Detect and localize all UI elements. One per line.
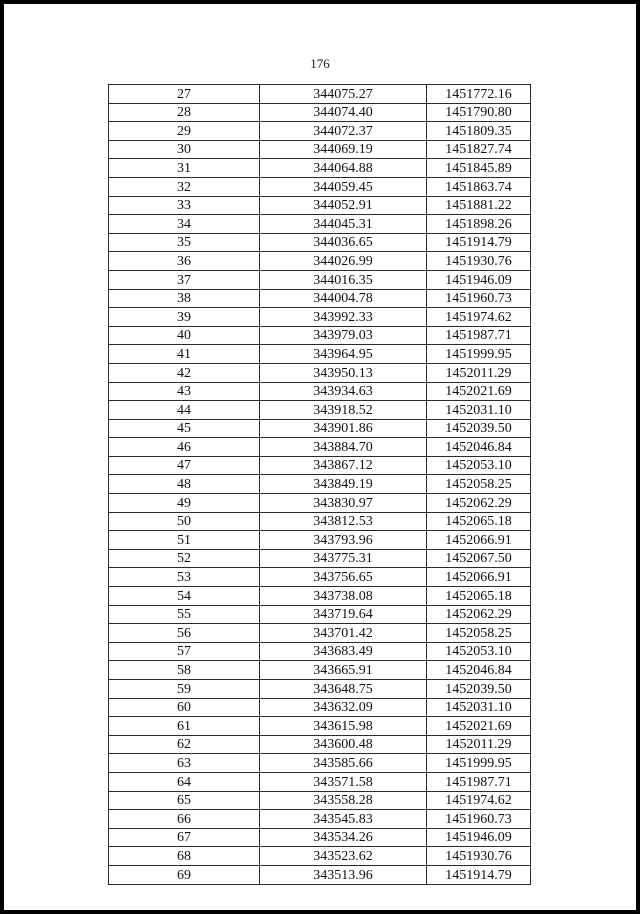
coordinates-table <box>108 84 531 885</box>
point-number-cell: 43 <box>109 382 260 401</box>
point-number-cell: 30 <box>109 140 260 159</box>
table-row <box>109 215 531 234</box>
point-number-cell: 47 <box>109 456 260 475</box>
coordinates-table-body <box>109 85 531 885</box>
table-row <box>109 512 531 531</box>
y-coordinate-cell: 1452053.10 <box>427 642 531 661</box>
point-number-cell: 40 <box>109 326 260 345</box>
point-number-cell: 37 <box>109 270 260 289</box>
x-coordinate-cell: 343756.65 <box>260 568 427 587</box>
x-coordinate-cell: 343793.96 <box>260 531 427 550</box>
x-coordinate-cell: 343558.28 <box>260 791 427 810</box>
y-coordinate-cell: 1451930.76 <box>427 252 531 271</box>
x-coordinate-cell: 344059.45 <box>260 177 427 196</box>
y-coordinate-cell: 1452039.50 <box>427 680 531 699</box>
point-number-cell: 45 <box>109 419 260 438</box>
y-coordinate-cell: 1451946.09 <box>427 828 531 847</box>
x-coordinate-cell: 343964.95 <box>260 345 427 364</box>
table-row <box>109 642 531 661</box>
y-coordinate-cell: 1451999.95 <box>427 345 531 364</box>
table-row <box>109 717 531 736</box>
point-number-cell: 63 <box>109 754 260 773</box>
point-number-cell: 54 <box>109 587 260 606</box>
x-coordinate-cell: 343571.58 <box>260 772 427 791</box>
point-number-cell: 39 <box>109 308 260 327</box>
x-coordinate-cell: 343665.91 <box>260 661 427 680</box>
y-coordinate-cell: 1452058.25 <box>427 475 531 494</box>
table-row <box>109 382 531 401</box>
table-row <box>109 865 531 884</box>
page-number: 176 <box>310 56 330 71</box>
y-coordinate-cell: 1451974.62 <box>427 791 531 810</box>
table-row <box>109 847 531 866</box>
point-number-cell: 66 <box>109 810 260 829</box>
x-coordinate-cell: 343585.66 <box>260 754 427 773</box>
y-coordinate-cell: 1452066.91 <box>427 531 531 550</box>
table-row <box>109 531 531 550</box>
y-coordinate-cell: 1452066.91 <box>427 568 531 587</box>
x-coordinate-cell: 343523.62 <box>260 847 427 866</box>
point-number-cell: 42 <box>109 363 260 382</box>
x-coordinate-cell: 343683.49 <box>260 642 427 661</box>
point-number-cell: 49 <box>109 494 260 513</box>
y-coordinate-cell: 1451987.71 <box>427 326 531 345</box>
x-coordinate-cell: 343632.09 <box>260 698 427 717</box>
point-number-cell: 56 <box>109 624 260 643</box>
x-coordinate-cell: 344075.27 <box>260 85 427 104</box>
x-coordinate-cell: 343992.33 <box>260 308 427 327</box>
x-coordinate-cell: 343648.75 <box>260 680 427 699</box>
table-row <box>109 605 531 624</box>
x-coordinate-cell: 343867.12 <box>260 456 427 475</box>
y-coordinate-cell: 1451914.79 <box>427 233 531 252</box>
point-number-cell: 51 <box>109 531 260 550</box>
x-coordinate-cell: 343719.64 <box>260 605 427 624</box>
point-number-cell: 38 <box>109 289 260 308</box>
y-coordinate-cell: 1452062.29 <box>427 605 531 624</box>
table-row <box>109 140 531 159</box>
y-coordinate-cell: 1452031.10 <box>427 698 531 717</box>
x-coordinate-cell: 344045.31 <box>260 215 427 234</box>
point-number-cell: 50 <box>109 512 260 531</box>
x-coordinate-cell: 344069.19 <box>260 140 427 159</box>
point-number-cell: 29 <box>109 122 260 141</box>
point-number-cell: 34 <box>109 215 260 234</box>
y-coordinate-cell: 1451863.74 <box>427 177 531 196</box>
point-number-cell: 52 <box>109 549 260 568</box>
y-coordinate-cell: 1451999.95 <box>427 754 531 773</box>
y-coordinate-cell: 1452046.84 <box>427 438 531 457</box>
table-row <box>109 735 531 754</box>
x-coordinate-cell: 343979.03 <box>260 326 427 345</box>
point-number-cell: 28 <box>109 103 260 122</box>
x-coordinate-cell: 344004.78 <box>260 289 427 308</box>
y-coordinate-cell: 1451809.35 <box>427 122 531 141</box>
x-coordinate-cell: 344072.37 <box>260 122 427 141</box>
point-number-cell: 60 <box>109 698 260 717</box>
point-number-cell: 31 <box>109 159 260 178</box>
y-coordinate-cell: 1452067.50 <box>427 549 531 568</box>
table-row <box>109 680 531 699</box>
point-number-cell: 35 <box>109 233 260 252</box>
y-coordinate-cell: 1451987.71 <box>427 772 531 791</box>
table-row <box>109 698 531 717</box>
y-coordinate-cell: 1452011.29 <box>427 735 531 754</box>
table-row <box>109 624 531 643</box>
table-row <box>109 159 531 178</box>
table-row <box>109 103 531 122</box>
x-coordinate-cell: 344064.88 <box>260 159 427 178</box>
y-coordinate-cell: 1451827.74 <box>427 140 531 159</box>
y-coordinate-cell: 1451974.62 <box>427 308 531 327</box>
x-coordinate-cell: 343934.63 <box>260 382 427 401</box>
y-coordinate-cell: 1451946.09 <box>427 270 531 289</box>
table-row <box>109 438 531 457</box>
point-number-cell: 67 <box>109 828 260 847</box>
table-row <box>109 587 531 606</box>
table-row <box>109 754 531 773</box>
point-number-cell: 65 <box>109 791 260 810</box>
x-coordinate-cell: 343513.96 <box>260 865 427 884</box>
point-number-cell: 46 <box>109 438 260 457</box>
point-number-cell: 62 <box>109 735 260 754</box>
y-coordinate-cell: 1451881.22 <box>427 196 531 215</box>
table-row <box>109 568 531 587</box>
x-coordinate-cell: 343849.19 <box>260 475 427 494</box>
x-coordinate-cell: 344052.91 <box>260 196 427 215</box>
table-row <box>109 810 531 829</box>
table-row <box>109 661 531 680</box>
table-row <box>109 177 531 196</box>
y-coordinate-cell: 1452065.18 <box>427 587 531 606</box>
y-coordinate-cell: 1452039.50 <box>427 419 531 438</box>
table-row <box>109 122 531 141</box>
point-number-cell: 41 <box>109 345 260 364</box>
point-number-cell: 69 <box>109 865 260 884</box>
y-coordinate-cell: 1451845.89 <box>427 159 531 178</box>
table-row <box>109 252 531 271</box>
table-row <box>109 419 531 438</box>
y-coordinate-cell: 1452021.69 <box>427 382 531 401</box>
table-row <box>109 289 531 308</box>
x-coordinate-cell: 343950.13 <box>260 363 427 382</box>
y-coordinate-cell: 1451772.16 <box>427 85 531 104</box>
table-row <box>109 828 531 847</box>
x-coordinate-cell: 343701.42 <box>260 624 427 643</box>
x-coordinate-cell: 344036.65 <box>260 233 427 252</box>
table-row <box>109 791 531 810</box>
point-number-cell: 44 <box>109 401 260 420</box>
point-number-cell: 57 <box>109 642 260 661</box>
table-row <box>109 772 531 791</box>
x-coordinate-cell: 343738.08 <box>260 587 427 606</box>
x-coordinate-cell: 343884.70 <box>260 438 427 457</box>
table-row <box>109 233 531 252</box>
y-coordinate-cell: 1452065.18 <box>427 512 531 531</box>
document-page <box>4 4 636 910</box>
x-coordinate-cell: 343830.97 <box>260 494 427 513</box>
table-row <box>109 475 531 494</box>
table-row <box>109 456 531 475</box>
x-coordinate-cell: 343545.83 <box>260 810 427 829</box>
x-coordinate-cell: 343600.48 <box>260 735 427 754</box>
table-row <box>109 549 531 568</box>
point-number-cell: 68 <box>109 847 260 866</box>
point-number-cell: 36 <box>109 252 260 271</box>
x-coordinate-cell: 344026.99 <box>260 252 427 271</box>
table-row <box>109 363 531 382</box>
point-number-cell: 58 <box>109 661 260 680</box>
y-coordinate-cell: 1452021.69 <box>427 717 531 736</box>
x-coordinate-cell: 343615.98 <box>260 717 427 736</box>
table-row <box>109 494 531 513</box>
point-number-cell: 59 <box>109 680 260 699</box>
point-number-cell: 61 <box>109 717 260 736</box>
x-coordinate-cell: 344074.40 <box>260 103 427 122</box>
y-coordinate-cell: 1451960.73 <box>427 289 531 308</box>
y-coordinate-cell: 1452011.29 <box>427 363 531 382</box>
y-coordinate-cell: 1452046.84 <box>427 661 531 680</box>
x-coordinate-cell: 344016.35 <box>260 270 427 289</box>
table-row <box>109 196 531 215</box>
x-coordinate-cell: 343918.52 <box>260 401 427 420</box>
point-number-cell: 27 <box>109 85 260 104</box>
point-number-cell: 53 <box>109 568 260 587</box>
y-coordinate-cell: 1451790.80 <box>427 103 531 122</box>
point-number-cell: 48 <box>109 475 260 494</box>
y-coordinate-cell: 1452062.29 <box>427 494 531 513</box>
table-row <box>109 326 531 345</box>
table-row <box>109 270 531 289</box>
table-row <box>109 401 531 420</box>
x-coordinate-cell: 343775.31 <box>260 549 427 568</box>
y-coordinate-cell: 1451960.73 <box>427 810 531 829</box>
table-row <box>109 308 531 327</box>
x-coordinate-cell: 343812.53 <box>260 512 427 531</box>
y-coordinate-cell: 1451898.26 <box>427 215 531 234</box>
table-row <box>109 85 531 104</box>
y-coordinate-cell: 1452058.25 <box>427 624 531 643</box>
point-number-cell: 33 <box>109 196 260 215</box>
y-coordinate-cell: 1452053.10 <box>427 456 531 475</box>
point-number-cell: 64 <box>109 772 260 791</box>
y-coordinate-cell: 1451914.79 <box>427 865 531 884</box>
point-number-cell: 55 <box>109 605 260 624</box>
x-coordinate-cell: 343534.26 <box>260 828 427 847</box>
y-coordinate-cell: 1451930.76 <box>427 847 531 866</box>
x-coordinate-cell: 343901.86 <box>260 419 427 438</box>
point-number-cell: 32 <box>109 177 260 196</box>
table-row <box>109 345 531 364</box>
y-coordinate-cell: 1452031.10 <box>427 401 531 420</box>
